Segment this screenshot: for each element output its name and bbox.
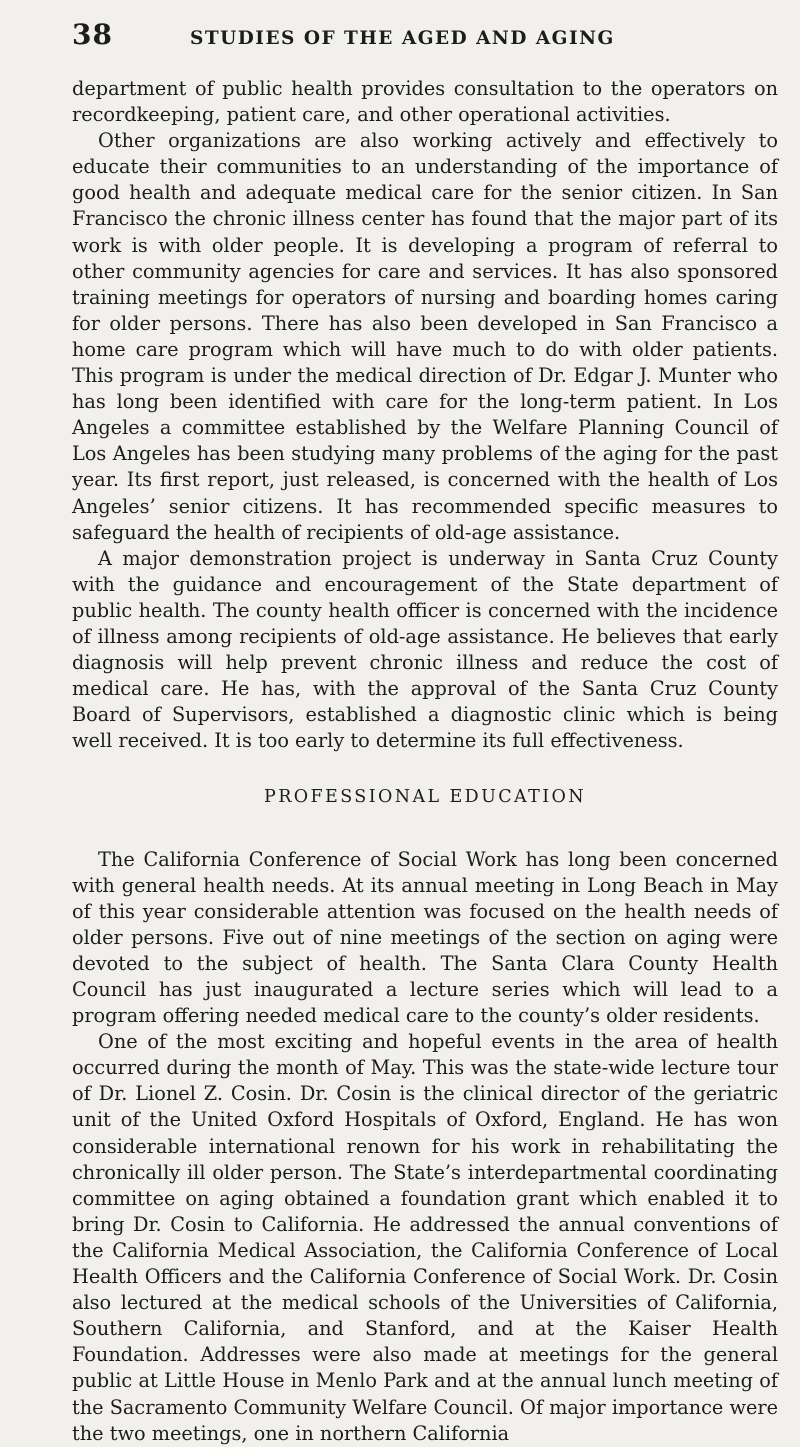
- page-number: 38: [72, 18, 113, 51]
- section-heading: PROFESSIONAL EDUCATION: [264, 787, 586, 808]
- page-header: [72, 18, 778, 62]
- running-head: STUDIES OF THE AGED AND AGING: [190, 28, 615, 49]
- body-text: [72, 76, 778, 1447]
- paragraph: department of public health provides consultation to the operators on recordkeeping, patient care, and other operational activities.: [72, 77, 778, 127]
- paragraph: The California Conference of Social Work has long been concerned with general health needs. At its annual meeting in Long Beach in May of this year considerable attention was focused on the health needs of older persons. Five out of nine meetings of the section on aging were devoted to the subject of health. The Santa Clara County Health Council has just inaugurated a lecture series which will lead to a program offering needed medical care to the county’s older residents.: [72, 847, 778, 1028]
- paragraph: Other organizations are also working actively and effectively to educate their communities to an understanding of the importance of good health and adequate medical care for the senior citizen. In San Francisco the chronic illness center has found that the major part of its work is with older people. It is developing a program of referral to other community agencies for care and services. It has also sponsored training meetings for operators of nursing and boarding homes caring for older persons. There has also been developed in San Francisco a home care program which will have much to do with older patients. This program is under the medical direction of Dr. Edgar J. Munter who has long been identified with care for the long-term patient. In Los Angeles a committee established by the Welfare Planning Council of Los Angeles has been studying many problems of the aging for the past year. Its first report, just released, is concerned with the health of Los Angeles’ senior citizens. It has recommended specific measures to safeguard the health of recipients of old-age assistance.: [72, 129, 778, 544]
- paragraph: One of the most exciting and hopeful events in the area of health occurred during the month of May. This was the state-wide lecture tour of Dr. Lionel Z. Cosin. Dr. Cosin is the clinical director of the geriatric unit of the United Oxford Hospitals of Oxford, England. He has won considerable international renown for his work in rehabilitating the chronically ill older person. The State’s interdepartmental coordinating committee on aging obtained a foundation grant which enabled it to bring Dr. Cosin to California. He addressed the annual conventions of the California Medical Association, the California Conference of Local Health Officers and the California Conference of Social Work. Dr. Cosin also lectured at the medical schools of the Universities of California, Southern California, and Stanford, and at the Kaiser Health Foundation. Addresses were also made at meetings for the general public at Little House in Menlo Park and at the annual lunch meeting of the Sacramento Community Welfare Council. Of major importance were the two meetings, one in northern California: [72, 1030, 778, 1445]
- paragraph: A major demonstration project is underway in Santa Cruz County with the guidance and encouragement of the State department of public health. The county health officer is concerned with the incidence of illness among recipients of old-age assistance. He believes that early diagnosis will help prevent chronic illness and reduce the cost of medical care. He has, with the approval of the Santa Cruz County Board of Supervisors, established a diagnostic clinic which is being well received. It is too early to determine its full effectiveness.: [72, 546, 778, 753]
